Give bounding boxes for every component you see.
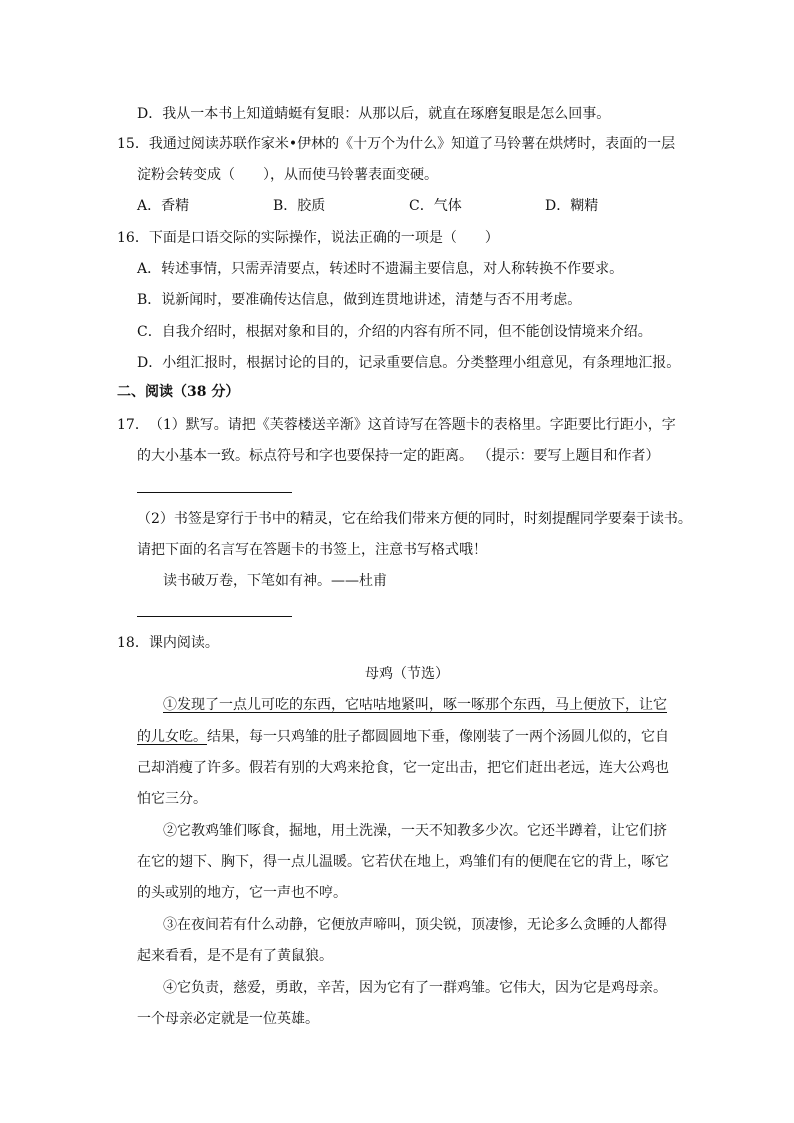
q16-option-a: A．转述事情，只需弄清要点，转述时不遗漏主要信息，对人称转换不作要求。 [137, 261, 624, 277]
q17-part2-line2: 请把下面的名言写在答题卡的书签上，注意书写格式哦！ [137, 542, 487, 558]
q17-part2-line1: （2）书签是穿行于书中的精灵，它在给我们带来方便的同时，时刻提醒同学要秦于读书。 [137, 511, 692, 527]
q17-answer-line-1 [137, 492, 292, 493]
p1-line2 [137, 727, 669, 747]
q15-option-d: D．糊精 [545, 198, 599, 214]
p1-line4: 怕它三分。 [137, 791, 207, 807]
q18-label: 18．课内阅读。 [117, 635, 219, 651]
q15-stem-line1: 15．我通过阅读苏联作家米•伊林的《十万个为什么》知道了马铃薯在烘烤时，表面的一层 [117, 136, 676, 152]
p2-line2: 在它的翅下、胸下，得一点儿温暖。它若伏在地上，鸡雏们有的便爬在它的背上，啄它 [137, 854, 669, 870]
q16-option-d: D．小组汇报时，根据讨论的目的，记录重要信息。分类整理小组意见，有条理地汇报。 [137, 355, 681, 371]
q16-stem: 16．下面是口语交际的实际操作，说法正确的一项是（ ） [117, 230, 499, 246]
q17-part1-line1: 17． （1）默写。请把《芙蓉楼送辛渐》这首诗写在答题卡的表格里。字距要比行距小，字 [117, 417, 676, 433]
q16-option-c: C．自我介绍时，根据对象和目的，介绍的内容有所不同，但不能创设情境来介绍。 [137, 324, 652, 340]
q17-quote: 读书破万卷，下笔如有神。——杜甫 [163, 573, 387, 589]
p4-line2: 一个母亲必定就是一位英雄。 [137, 1011, 319, 1027]
q15-stem-line2: 淀粉会转变成（ ），从而使马铃薯表面变硬。 [137, 167, 438, 183]
q17-part1-line2: 的大小基本一致。标点符号和字也要保持一定的距离。 （提示：要写上题目和作者） [137, 448, 660, 464]
q16-option-b: B．说新闻时，要准确传达信息，做到连贯地讲述，清楚与否不用考虑。 [137, 292, 582, 308]
p1-line1-underlined: ①发现了一点儿可吃的东西，它咕咕地紧叫，啄一啄那个东西，马上便放下，让它 [163, 697, 667, 713]
p4-line1: ④它负责，慈爱，勇敢，辛苦，因为它有了一群鸡雏。它伟大，因为它是鸡母亲。 [163, 980, 667, 996]
q17-answer-line-2 [137, 616, 292, 617]
p1-line2-underlined: 的儿女吃。 [137, 729, 207, 745]
q15-option-b: B．胶质 [273, 198, 326, 214]
q14-option-d: D．我从一本书上知道蜻蜓有复眼：从那以后，就直在琢磨复眼是怎么回事。 [137, 106, 611, 122]
section-heading: 二、阅读（38 分） [117, 384, 240, 400]
q15-option-a: A．香精 [137, 198, 190, 214]
p2-line3: 的头或别的地方，它一声也不哼。 [137, 885, 347, 901]
p1-line2-rest: 结果，每一只鸡雏的肚子都圆圆地下垂，像刚装了一两个汤圆儿似的，它自 [207, 729, 669, 745]
p2-line1: ②它教鸡雏们啄食，掘地，用土洗澡，一天不知教多少次。它还半蹲着，让它们挤 [163, 823, 667, 839]
q15-option-c: C．气体 [409, 198, 462, 214]
p1-line3: 己却消瘦了许多。假若有别的大鸡来抢食，它一定出击，把它们赶出老远，连大公鸡也 [137, 760, 669, 776]
p3-line1: ③在夜间若有什么动静，它便放声啼叫，顶尖锐，顶凄惨，无论多么贪睡的人都得 [163, 917, 667, 933]
p3-line2: 起来看看，是不是有了黄鼠狼。 [137, 948, 333, 964]
passage-title: 母鸡（节选） [365, 666, 449, 682]
